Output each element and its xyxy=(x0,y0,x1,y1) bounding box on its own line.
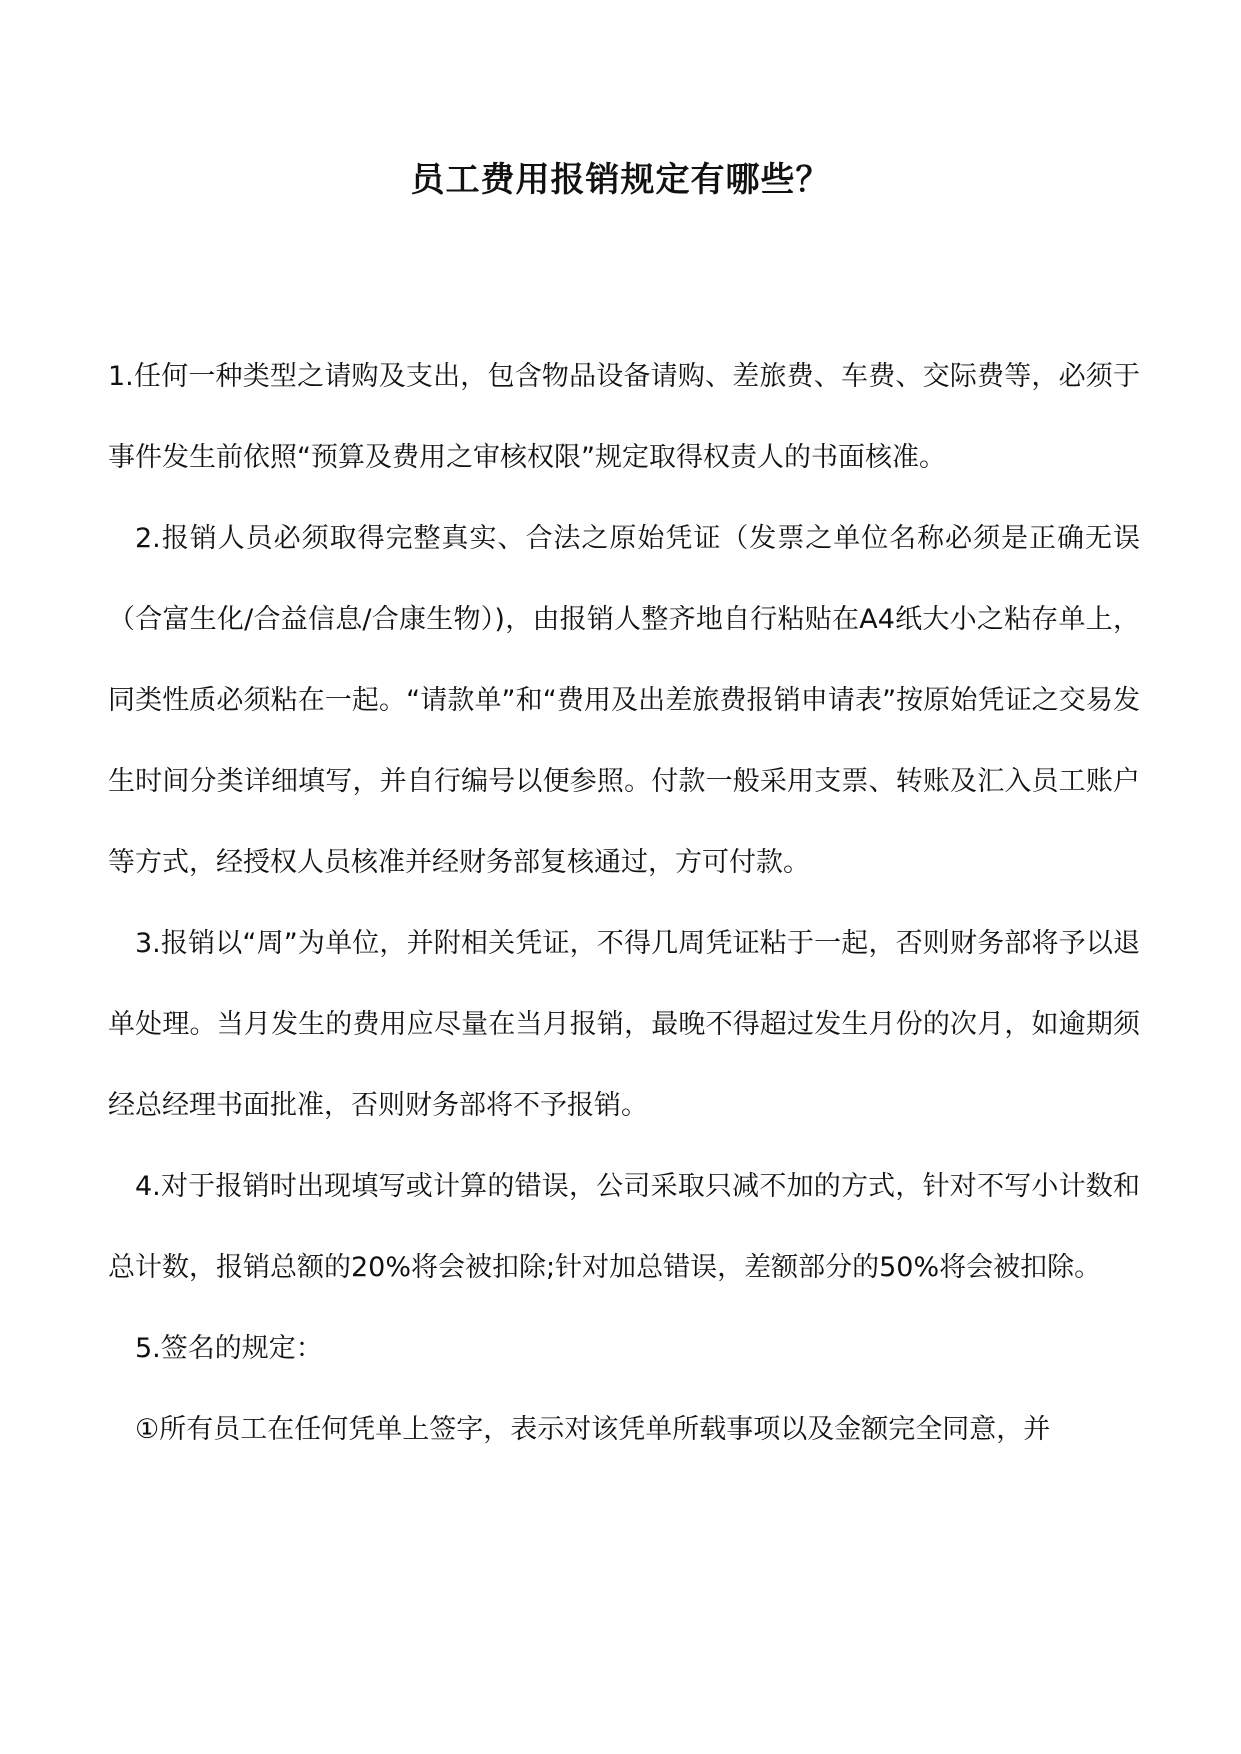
paragraph-6: ①所有员工在任何凭单上签字，表示对该凭单所载事项以及金额完全同意，并 xyxy=(135,1414,1051,1445)
document-body xyxy=(108,336,1140,1470)
document-title: 员工费用报销规定有哪些？ xyxy=(410,160,831,200)
paragraph-5: 5.签名的规定： xyxy=(135,1333,323,1364)
paragraph-2: 2.报销人员必须取得完整真实、合法之原始凭证（发票之单位名称必须是正确无误（合富生化/合益信息/合康生物）)，由报销人整齐地自行粘贴在A4纸大小之粘存单上，同类性质必须粘在一起。“请款单”和“费用及出差旅费报销申请表”按原始凭证之交易发生时间分类详细填写，并自行编号以便参照。付款一般采用支票、转账及汇入员工账户等方式，经授权人员核准并经财务部复核通过，方可付款。 xyxy=(108,523,1140,878)
paragraph-4: 4.对于报销时出现填写或计算的错误，公司采取只减不加的方式，针对不写小计数和总计数，报销总额的20%将会被扣除;针对加总错误，差额部分的50%将会被扣除。 xyxy=(108,1171,1140,1283)
paragraph-3: 3.报销以“周”为单位，并附相关凭证，不得几周凭证粘于一起，否则财务部将予以退单处理。当月发生的费用应尽量在当月报销，最晚不得超过发生月份的次月，如逾期须经总经理书面批准，否则财务部将不予报销。 xyxy=(108,928,1140,1121)
paragraph-1: 1.任何一种类型之请购及支出，包含物品设备请购、差旅费、车费、交际费等，必须于事件发生前依照“预算及费用之审核权限”规定取得权责人的书面核准。 xyxy=(108,361,1140,473)
